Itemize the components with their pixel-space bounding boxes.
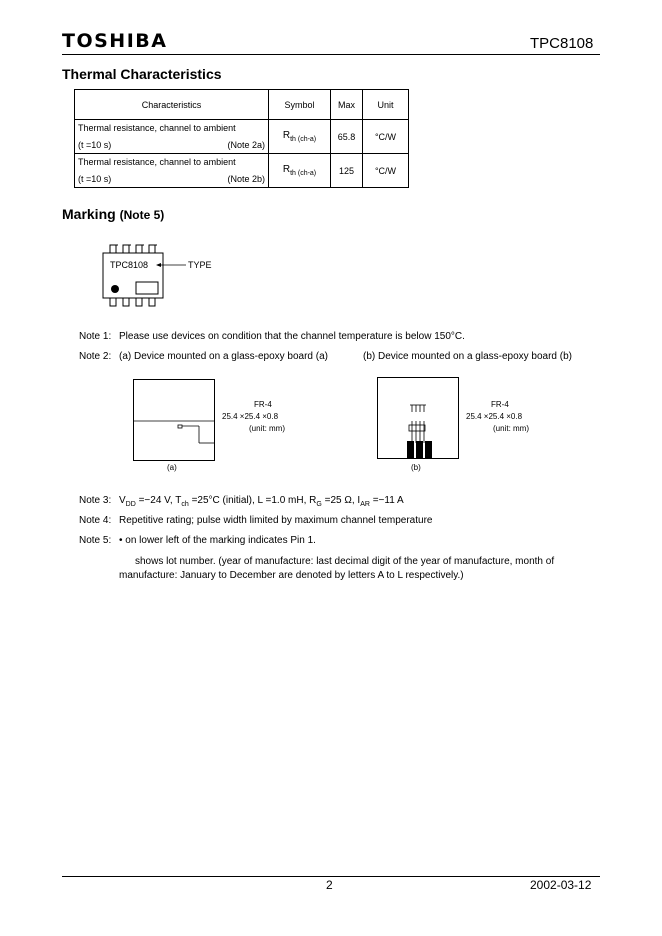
note4-text: Repetitive rating; pulse width limited by maximum channel temperature [119,515,433,526]
condition-text: (t =10 s) [78,174,112,184]
table-row [75,120,409,154]
note2a-text: (a) Device mounted on a glass-epoxy board (a) [119,351,328,362]
board-b-traces [377,377,459,459]
characteristic-cell [75,120,269,154]
part-number: TPC8108 [530,35,594,52]
note3-text [119,495,404,508]
note-ref: (Note 2b) [227,174,265,184]
table-row [75,154,409,188]
iar-value: =−11 A [369,495,404,506]
thermal-title: Thermal Characteristics [62,66,222,82]
board-a-material: FR-4 [254,400,272,409]
unit-cell: °C/W [363,154,409,188]
board-a-traces [133,379,215,461]
note5-label: Note 5: [79,535,112,546]
col-max: Max [331,90,363,120]
max-cell: 125 [331,154,363,188]
board-a-caption: (a) [167,463,177,472]
symbol-sub: th (ch-a) [290,169,317,177]
footer-rule [62,876,600,877]
doc-date: 2002-03-12 [530,878,592,892]
note2-label: Note 2: [79,351,112,362]
col-unit: Unit [363,90,409,120]
vdd-value: =−24 V, T [135,495,182,506]
condition-text: (t =10 s) [78,140,112,150]
marking-title [62,206,164,222]
tch-sub: ch [181,501,189,508]
note1-label: Note 1: [79,331,112,342]
note5-lot-line1: shows lot number. (year of manufacture: last decimal digit of the year of manufacture, month of [135,556,555,567]
marking-title-text: Marking [62,206,116,222]
header-rule [62,54,600,55]
board-a-dims: 25.4 ×25.4 ×0.8 [222,412,279,421]
note4-label: Note 4: [79,515,112,526]
note5-lot-line2: manufacture: January to December are denoted by letters A to L respectively.) [119,570,464,581]
pin1-dot-icon [111,285,119,293]
unit-cell: °C/W [363,120,409,154]
board-b-unit: (unit: mm) [493,424,529,433]
max-cell: 65.8 [331,120,363,154]
table-header-row [75,90,409,120]
tch-value: =25°C (initial), L =1.0 mH, R [188,495,317,506]
rg-sub: G [316,501,322,508]
symbol-main: R [282,164,291,176]
top-pins [110,245,157,253]
board-b-material: FR-4 [491,400,509,409]
page-number: 2 [326,878,333,892]
symbol-cell [269,120,331,154]
marking-diagram [100,240,230,312]
rg-value: =25 Ω, I [321,495,361,506]
col-symbol: Symbol [269,90,331,120]
chip-label: TPC8108 [110,260,149,270]
col-characteristics: Characteristics [75,90,269,120]
note-ref: (Note 2a) [227,140,265,150]
note5-text: • on lower left of the marking indicates Pin 1. [119,535,316,546]
char-text: Thermal resistance, channel to ambient [78,123,236,133]
characteristic-cell [75,154,269,188]
toshiba-logo: TOSHIBA [62,30,168,52]
note1-text: Please use devices on condition that the channel temperature is below 150°C. [119,331,465,342]
board-a-unit: (unit: mm) [249,424,285,433]
symbol-cell [269,154,331,188]
board-b-caption: (b) [411,463,421,472]
board-b-dims: 25.4 ×25.4 ×0.8 [466,412,523,421]
note3-label: Note 3: [79,495,112,506]
symbol-sub: th (ch-a) [290,135,317,143]
note2b-text: (b) Device mounted on a glass-epoxy board (b) [363,351,572,362]
vdd-sub: DD [125,501,136,508]
symbol-main: R [282,130,291,142]
type-label: TYPE [188,260,212,270]
bottom-pins [110,298,155,306]
char-text: Thermal resistance, channel to ambient [78,157,236,167]
thermal-table [74,89,409,188]
iar-sub: AR [360,501,370,508]
vdd-symbol: V [119,495,126,506]
marking-note-ref: (Note 5) [119,208,165,222]
